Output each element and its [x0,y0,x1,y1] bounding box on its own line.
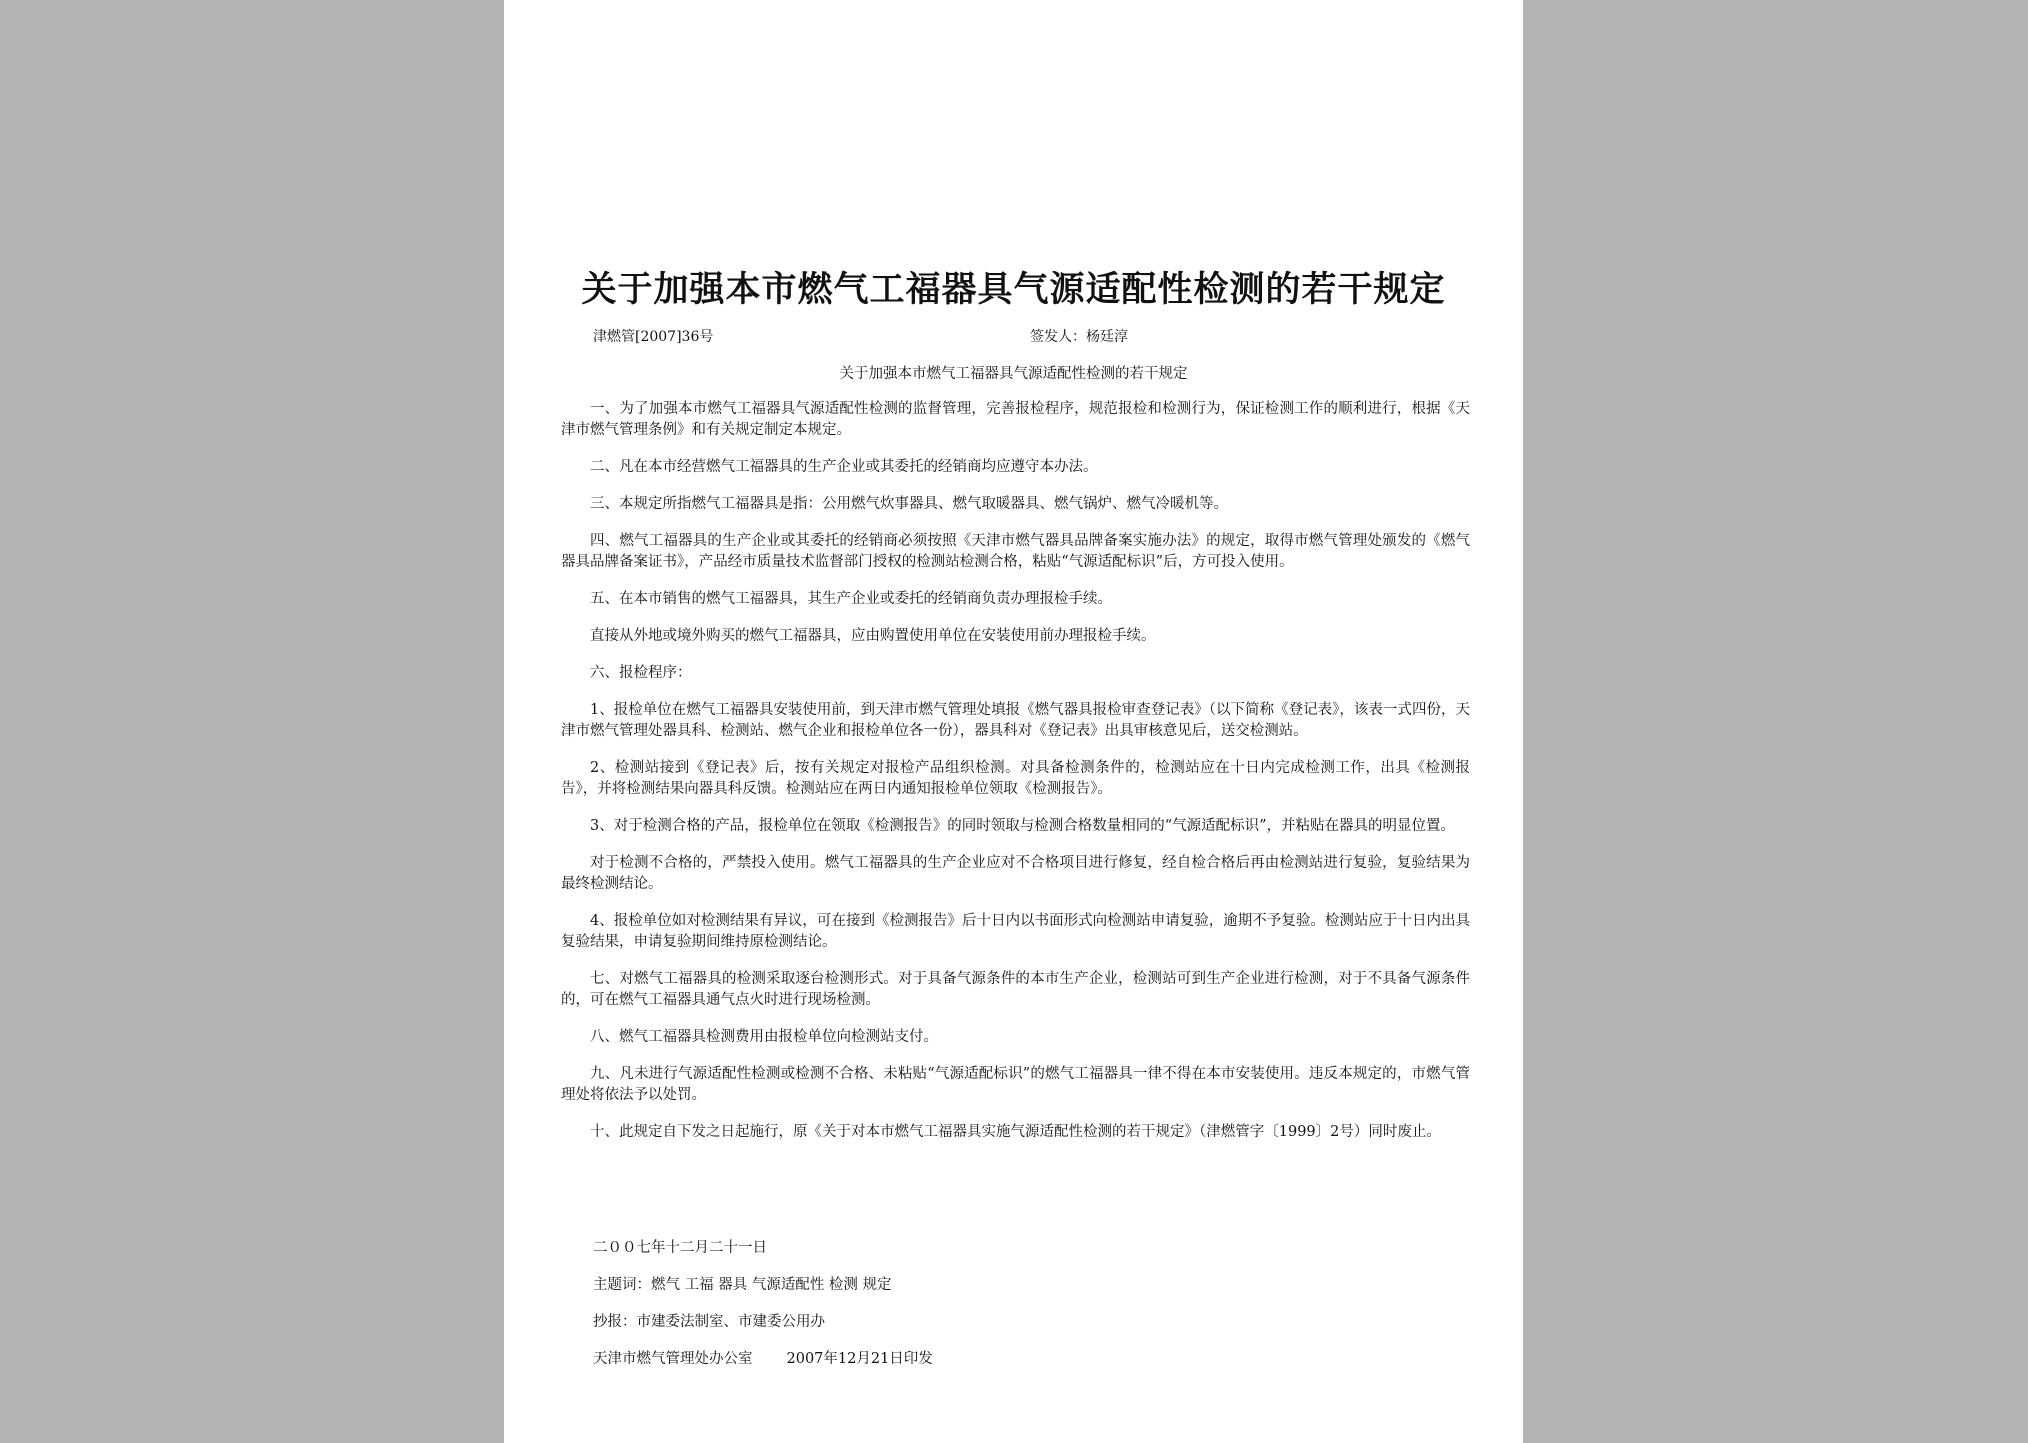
paragraph: 十、此规定自下发之日起施行，原《关于对本市燃气工福器具实施气源适配性检测的若干规定》（津燃管字〔1999〕2号）同时废止。 [590,1124,1441,1140]
paragraph: 1、报检单位在燃气工福器具安装使用前，到天津市燃气管理处填报《燃气器具报检审查登记表》（以下简称《登记表》，该表一式四份，天津市燃气管理处器具科、检测站、燃气企业和报检单位各一份），器具科对《登记表》出具审核意见后，送交检测站。 [561,702,1470,739]
paragraph: 2、检测站接到《登记表》后，按有关规定对报检产品组织检测。对具备检测条件的，检测站应在十日内完成检测工作，出具《检测报告》，并将检测结果向器具科反馈。检测站应在两日内通知报检单位领取《检测报告》。 [561,760,1470,797]
document-number: 津燃管[2007]36号 [593,329,714,345]
print-date: 2007年12月21日印发 [786,1351,933,1367]
document-body [561,399,1470,1159]
paragraph: 九、凡未进行气源适配性检测或检测不合格、未粘贴“气源适配标识”的燃气工福器具一律不得在本市安装使用。违反本规定的，市燃气管理处将依法予以处罚。 [561,1066,1470,1103]
paragraph: 八、燃气工福器具检测费用由报检单位向检测站支付。 [590,1029,938,1045]
paragraph: 三、本规定所指燃气工福器具是指：公用燃气炊事器具、燃气取暖器具、燃气锅炉、燃气冷暖机等。 [590,496,1228,512]
document-footer [593,1238,933,1386]
paragraph: 直接从外地或境外购买的燃气工福器具，应由购置使用单位在安装使用前办理报检手续。 [590,628,1156,644]
document-date: 二００七年十二月二十一日 [593,1240,767,1256]
paragraph: 3、对于检测合格的产品，报检单位在领取《检测报告》的同时领取与检测合格数量相同的“气源适配标识”，并粘贴在器具的明显位置。 [590,818,1456,834]
document-title: 关于加强本市燃气工福器具气源适配性检测的若干规定 [581,269,1446,310]
paragraph: 二、凡在本市经营燃气工福器具的生产企业或其委托的经销商均应遵守本办法。 [590,459,1098,475]
cc-list: 抄报：市建委法制室、市建委公用办 [593,1314,825,1330]
paragraph: 对于检测不合格的，严禁投入使用。燃气工福器具的生产企业应对不合格项目进行修复，经自检合格后再由检测站进行复验，复验结果为最终检测结论。 [561,855,1470,892]
document-subtitle: 关于加强本市燃气工福器具气源适配性检测的若干规定 [839,366,1188,382]
paragraph: 六、报检程序： [590,665,692,681]
paragraph: 五、在本市销售的燃气工福器具，其生产企业或委托的经销商负责办理报检手续。 [590,591,1112,607]
paragraph: 七、对燃气工福器具的检测采取逐台检测形式。对于具备气源条件的本市生产企业，检测站可到生产企业进行检测，对于不具备气源条件的，可在燃气工福器具通气点火时进行现场检测。 [561,971,1470,1008]
document-page [504,0,1523,1443]
signer: 签发人：杨廷淳 [1030,329,1128,345]
issuer: 天津市燃气管理处办公室 [593,1351,753,1367]
paragraph: 四、燃气工福器具的生产企业或其委托的经销商必须按照《天津市燃气器具品牌备案实施办法》的规定，取得市燃气管理处颁发的《燃气器具品牌备案证书》，产品经市质量技术监督部门授权的检测站检测合格，粘贴“气源适配标识”后，方可投入使用。 [561,533,1470,570]
keywords: 主题词：燃气 工福 器具 气源适配性 检测 规定 [593,1277,892,1293]
paragraph: 一、为了加强本市燃气工福器具气源适配性检测的监督管理，完善报检程序，规范报检和检测行为，保证检测工作的顺利进行，根据《天津市燃气管理条例》和有关规定制定本规定。 [561,401,1470,438]
issuer-line [593,1349,933,1386]
paragraph: 4、报检单位如对检测结果有异议，可在接到《检测报告》后十日内以书面形式向检测站申请复验，逾期不予复验。检测站应于十日内出具复验结果，申请复验期间维持原检测结论。 [561,913,1470,950]
